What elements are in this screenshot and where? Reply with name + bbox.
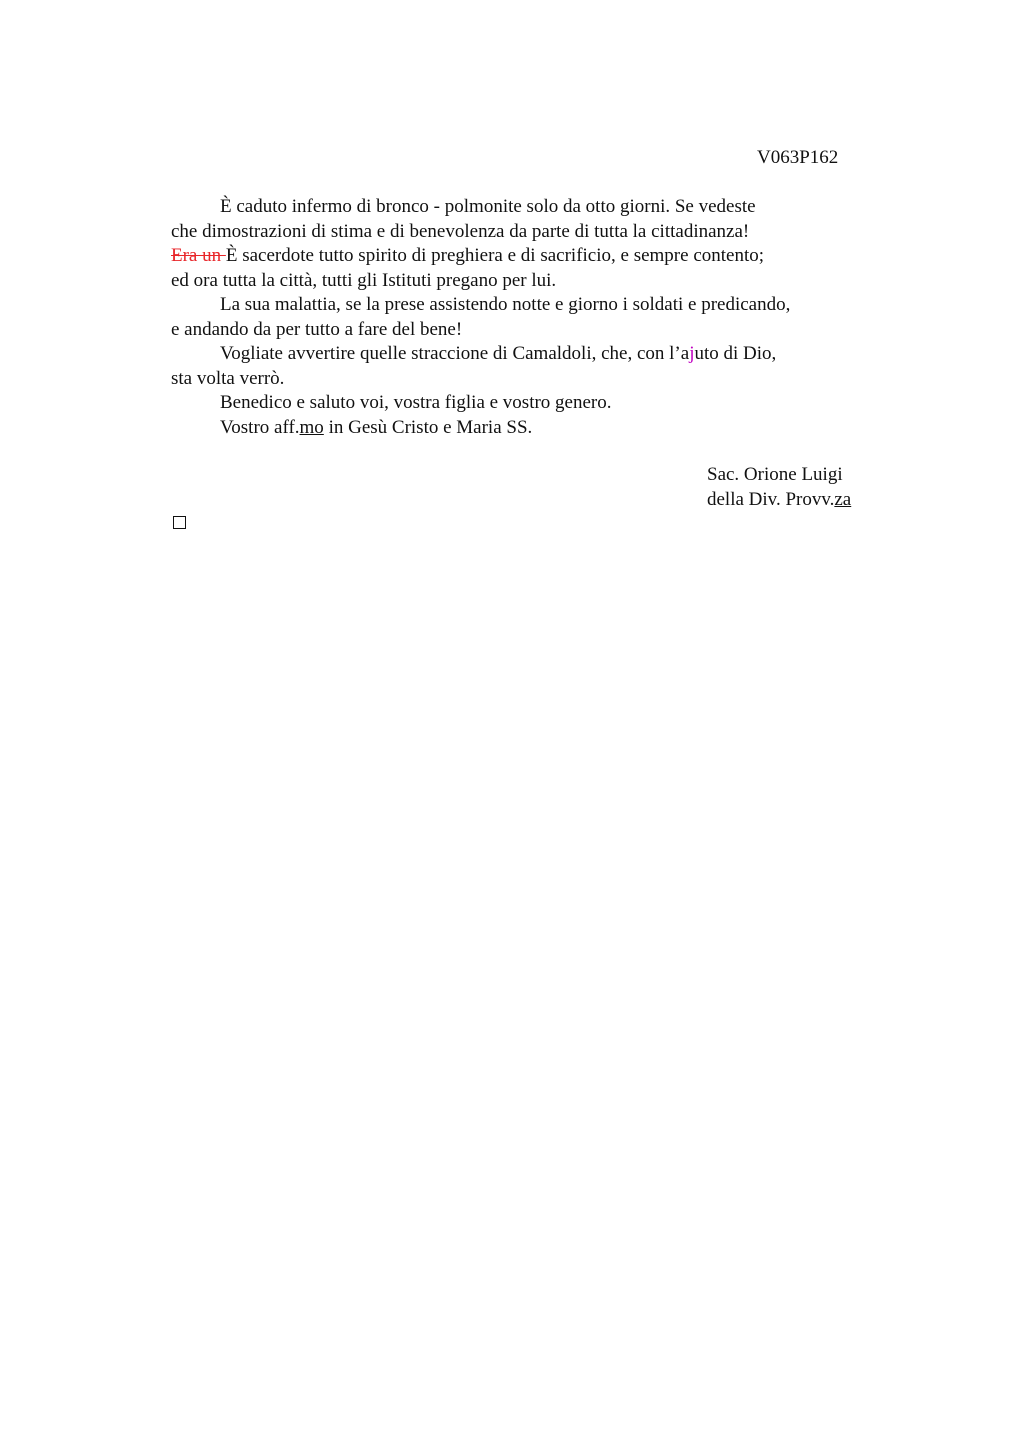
signature-name: Sac. Orione Luigi xyxy=(707,464,843,485)
end-of-document-box-icon xyxy=(173,516,186,529)
paragraph-2-line-1: La sua malattia, se la prese assistendo notte e giorno i soldati e predicando, xyxy=(220,294,791,315)
signature-title xyxy=(707,488,851,513)
paragraph-4-line-1: Benedico e saluto voi, vostra figlia e vostro genero. xyxy=(220,392,612,413)
paragraph-1-line-2: che dimostrazioni di stima e di benevolenza da parte di tutta la cittadinanza! xyxy=(171,220,750,242)
paragraph-1-line-3-text: È sacerdote tutto spirito di preghiera e di sacrificio, e sempre contento; xyxy=(225,245,765,266)
page-id-label: V063P162 xyxy=(757,147,839,168)
deleted-text: Era un xyxy=(171,245,226,266)
paragraph-3-line-1-after: uto di Dio, xyxy=(694,343,777,364)
highlighted-letter: j xyxy=(689,343,695,364)
paragraph-1-line-3 xyxy=(171,244,871,269)
letter-body xyxy=(171,195,871,440)
paragraph-3-line-1-before: Vogliate avvertire quelle straccione di Camaldoli, che, con l’a xyxy=(220,343,690,364)
signature-title-underlined: za xyxy=(834,488,852,510)
signature-block xyxy=(707,463,851,512)
paragraph-1-line-1: È caduto infermo di bronco - polmonite solo da otto giorni. Se vedeste xyxy=(220,196,756,217)
closing-before: Vostro aff. xyxy=(220,416,300,438)
closing-after: in Gesù Cristo e Maria SS. xyxy=(323,416,533,438)
paragraph-2-line-2: e andando da per tutto a fare del bene! xyxy=(171,318,463,340)
signature-title-before: della Div. Provv. xyxy=(707,488,835,510)
closing-underlined: mo xyxy=(299,416,324,438)
paragraph-3-line-2: sta volta verrò. xyxy=(171,367,285,389)
paragraph-1-line-4: ed ora tutta la città, tutti gli Istituti pregano per lui. xyxy=(171,269,557,291)
paragraph-3-line-1 xyxy=(171,342,871,367)
closing-line xyxy=(171,416,871,441)
